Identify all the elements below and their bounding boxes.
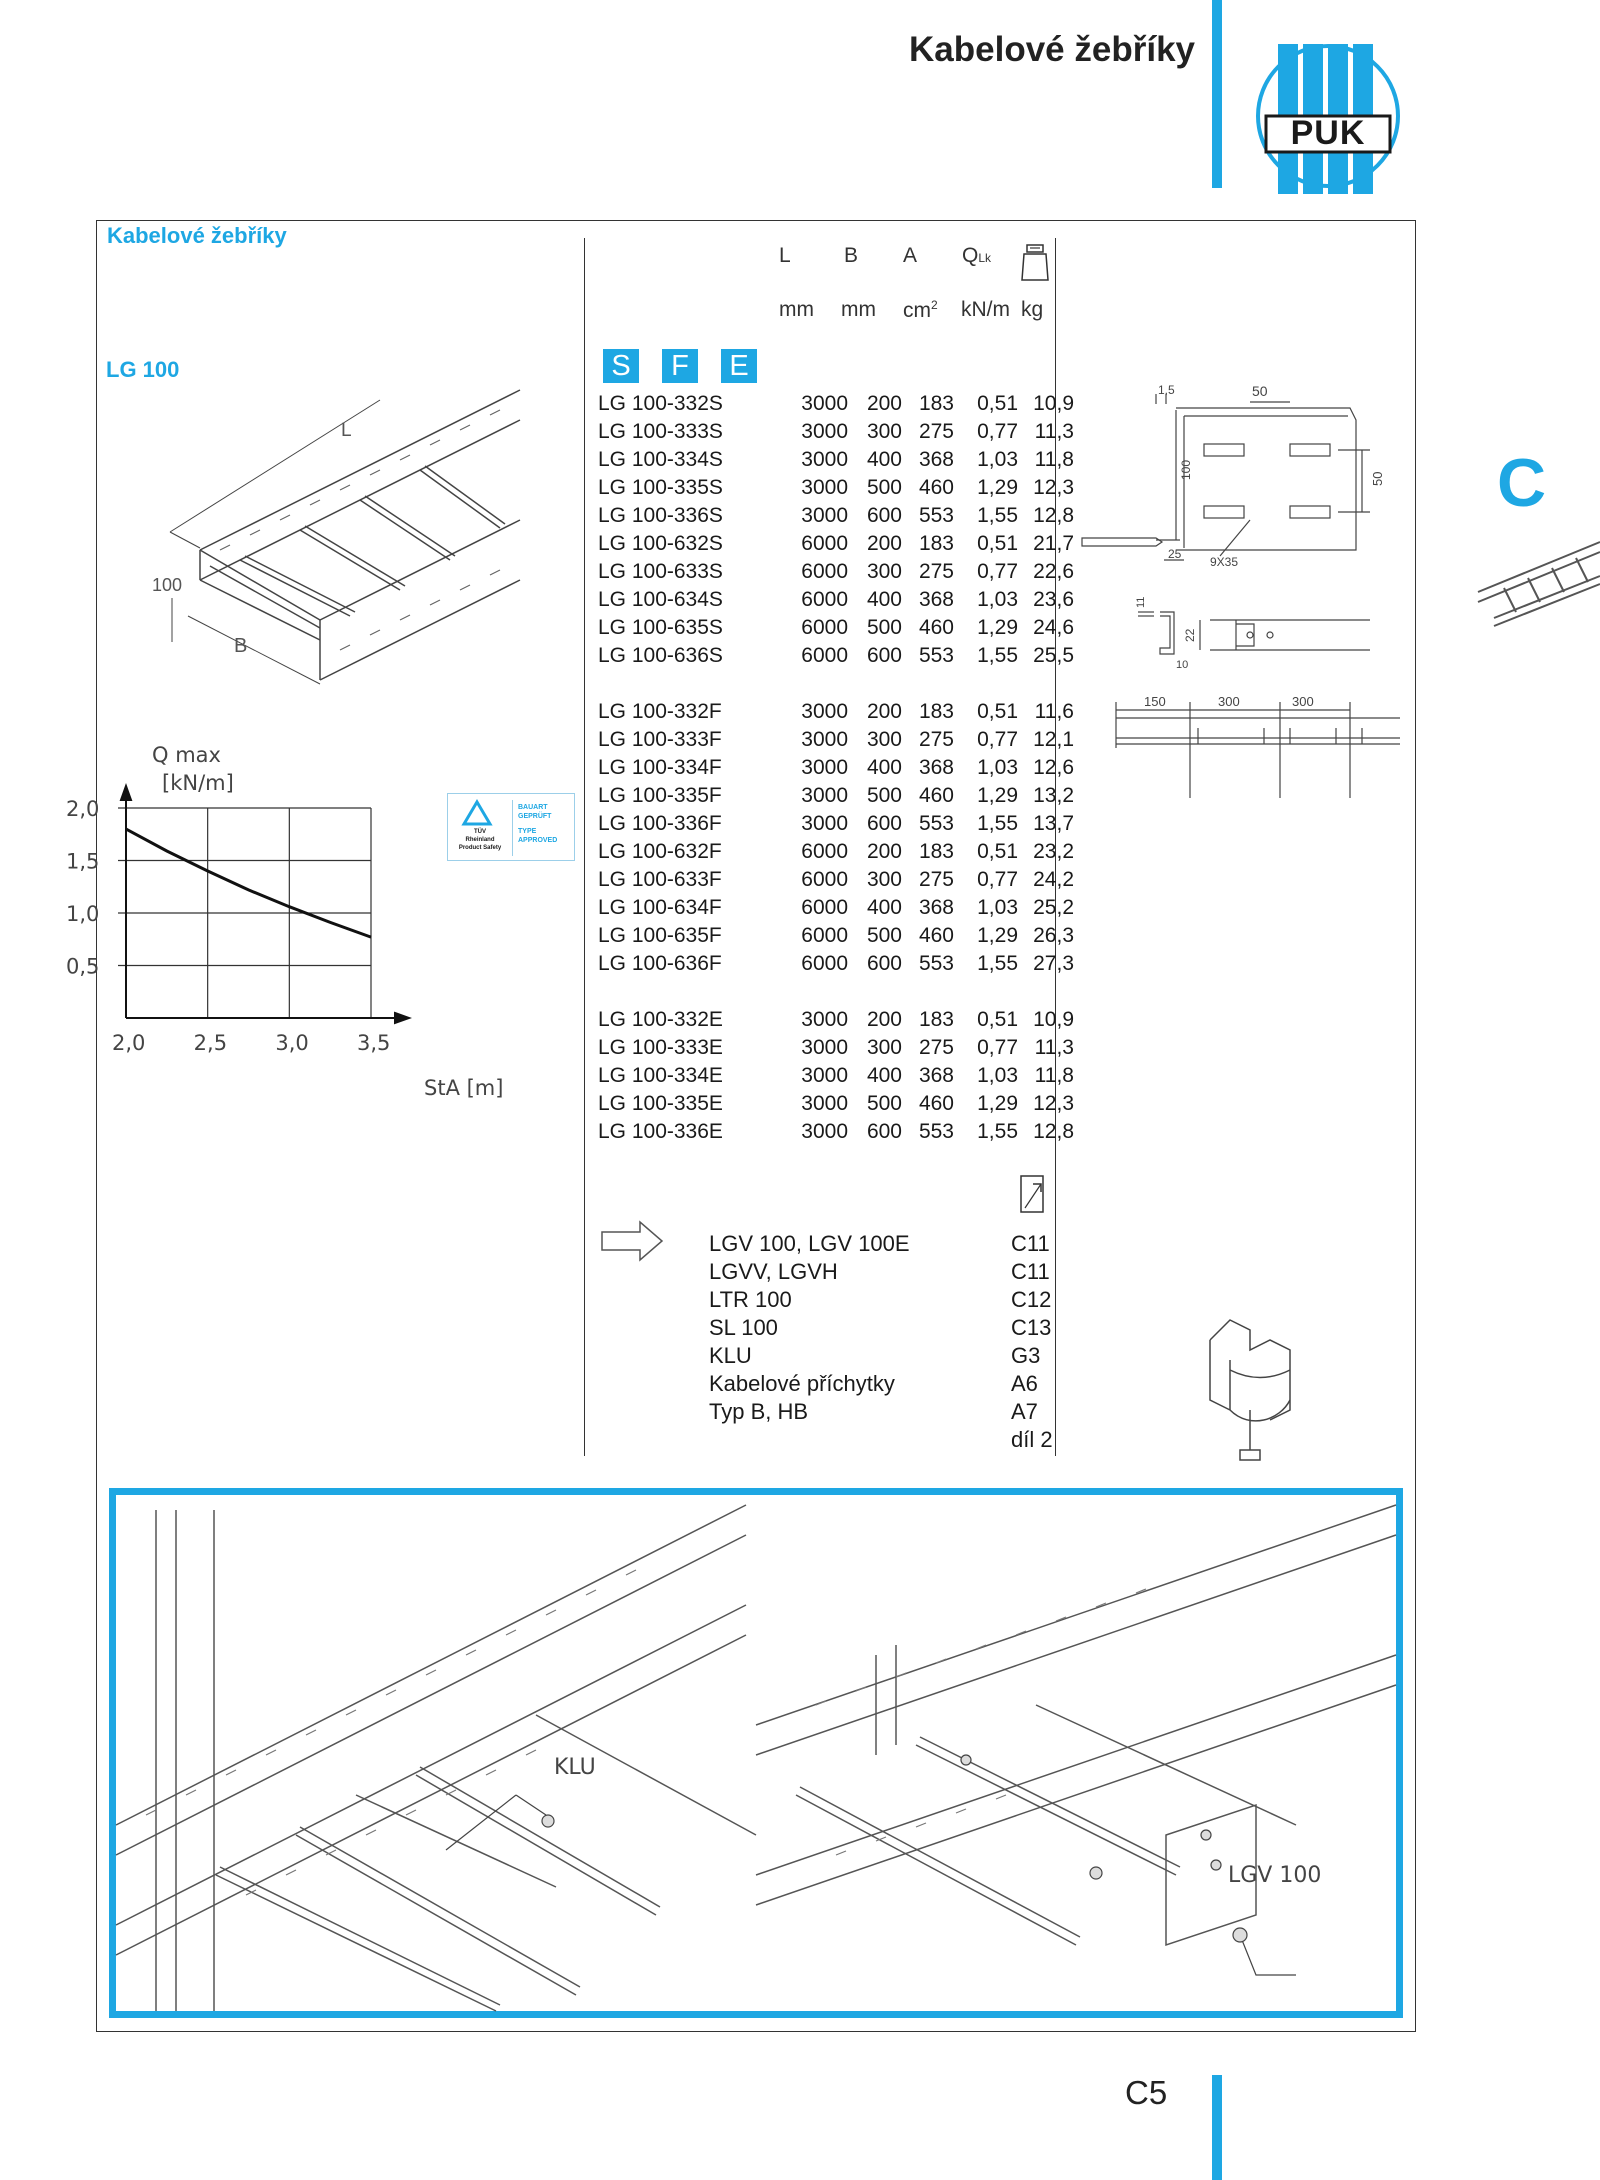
cell-length: 3000: [801, 1008, 848, 1031]
cell-load: 1,55: [977, 644, 1018, 667]
cell-area: 183: [918, 392, 954, 415]
chart-ytick-label: 1,0: [66, 902, 100, 926]
weight-icon: [1018, 242, 1052, 282]
cell-code: LG 100-634F: [598, 896, 722, 919]
dim-label-thickness: 1,5: [1158, 383, 1175, 397]
col-unit-area-exp: 2: [931, 298, 938, 312]
cell-code: LG 100-332E: [598, 1008, 723, 1031]
cell-width: 500: [866, 616, 902, 639]
cell-area: 183: [918, 840, 954, 863]
cell-length: 6000: [801, 924, 848, 947]
load-chart: [66, 730, 556, 1110]
cell-width: 300: [866, 868, 902, 891]
profile-dimension-drawing: [1080, 380, 1400, 570]
cell-load: 0,77: [977, 420, 1018, 443]
col-unit-area: [903, 298, 938, 323]
accessory-page: C11: [1011, 1259, 1050, 1284]
accessory-page: C12: [1011, 1287, 1052, 1312]
cell-weight: 12,8: [1033, 504, 1074, 527]
cell-area: 275: [918, 1036, 954, 1059]
table-row: [598, 1090, 1074, 1118]
table-group-gap: [598, 978, 1074, 1006]
cell-load: 1,55: [977, 812, 1018, 835]
cell-code: LG 100-635S: [598, 616, 723, 639]
rung-spacing-drawing: [1114, 688, 1400, 798]
cert-line-4: APPROVED: [518, 837, 558, 844]
finish-badge-e: E: [721, 349, 757, 383]
width-dim-label: B: [234, 635, 248, 657]
puk-logo-text: PUK: [1290, 114, 1366, 152]
cert-line-2: GEPRÜFT: [518, 813, 552, 820]
cell-width: 200: [866, 532, 902, 555]
section-title: Kabelové žebříky: [107, 223, 287, 248]
table-row: [598, 1034, 1074, 1062]
cell-width: 300: [866, 560, 902, 583]
cell-length: 6000: [801, 952, 848, 975]
cell-code: LG 100-334F: [598, 756, 722, 779]
cell-weight: 12,3: [1033, 1092, 1074, 1115]
table-row: [598, 810, 1074, 838]
cell-width: 500: [866, 924, 902, 947]
cell-length: 6000: [801, 896, 848, 919]
table-row: [598, 418, 1074, 446]
accessory-page: A7: [1011, 1399, 1038, 1424]
accessory-name: Kabelové příchytky: [709, 1371, 895, 1396]
footer-accent-bar: [1212, 2075, 1222, 2180]
chart-xtick-label: 2,5: [193, 1031, 228, 1055]
cell-width: 600: [866, 644, 902, 667]
chart-xlabel: StA [m]: [424, 1076, 504, 1100]
cell-area: 553: [918, 1120, 954, 1143]
cell-length: 3000: [801, 448, 848, 471]
cell-load: 1,29: [977, 616, 1018, 639]
cert-line-1: BAUART: [518, 804, 548, 811]
chart-ylabel-line2: [kN/m]: [162, 771, 234, 795]
cell-length: 6000: [801, 868, 848, 891]
dim-label-hole-spacing: 50: [1370, 471, 1385, 486]
cell-length: 6000: [801, 532, 848, 555]
cell-width: 300: [866, 728, 902, 751]
cell-width: 600: [866, 952, 902, 975]
cell-code: LG 100-632S: [598, 532, 723, 555]
cell-load: 1,29: [977, 924, 1018, 947]
accessory-extra-note: díl 2: [1011, 1427, 1053, 1452]
installation-illustration: [116, 1495, 1396, 2011]
table-row: [598, 782, 1074, 810]
cell-load: 0,51: [977, 840, 1018, 863]
cell-width: 400: [866, 1064, 902, 1087]
cell-weight: 10,9: [1033, 392, 1074, 415]
cell-area: 368: [918, 756, 954, 779]
cell-weight: 26,3: [1033, 924, 1074, 947]
accessory-item: [709, 1286, 1053, 1314]
cell-code: LG 100-332S: [598, 392, 723, 415]
cell-width: 400: [866, 588, 902, 611]
cell-load: 1,03: [977, 756, 1018, 779]
cell-length: 6000: [801, 560, 848, 583]
cell-area: 275: [918, 728, 954, 751]
chart-xtick-label: 3,5: [357, 1031, 391, 1055]
product-table: [598, 390, 1074, 1146]
col-head-load: [962, 244, 991, 268]
ladder-thumbnail-icon: [1476, 540, 1600, 630]
cell-width: 300: [866, 1036, 902, 1059]
cell-width: 500: [866, 784, 902, 807]
table-row: [598, 446, 1074, 474]
table-row: [598, 950, 1074, 978]
cell-load: 0,51: [977, 532, 1018, 555]
chart-xtick-label: 2,0: [112, 1031, 146, 1055]
accessory-name: SL 100: [709, 1315, 778, 1340]
accessory-name: LGVV, LGVH: [709, 1259, 838, 1284]
cell-length: 6000: [801, 840, 848, 863]
table-row: [598, 586, 1074, 614]
table-row: [598, 642, 1074, 670]
cell-weight: 10,9: [1033, 1008, 1074, 1031]
cell-length: 3000: [801, 1064, 848, 1087]
cell-code: LG 100-635F: [598, 924, 722, 947]
cell-area: 460: [918, 616, 954, 639]
cell-code: LG 100-332F: [598, 700, 722, 723]
rung-dim-label-3: 10: [1176, 659, 1189, 671]
finish-badge-s: S: [603, 349, 639, 383]
chart-y-arrow: [121, 786, 131, 800]
cell-load: 0,51: [977, 1008, 1018, 1031]
installation-illustration-frame: [109, 1488, 1403, 2018]
cell-length: 3000: [801, 784, 848, 807]
cell-area: 183: [918, 700, 954, 723]
accessory-page: G3: [1011, 1343, 1041, 1368]
cell-length: 3000: [801, 504, 848, 527]
table-row: [598, 1006, 1074, 1034]
cell-weight: 13,7: [1033, 812, 1074, 835]
col-unit-load: kN/m: [961, 298, 1010, 321]
cell-area: 183: [918, 1008, 954, 1031]
cell-code: LG 100-333F: [598, 728, 722, 751]
chart-series-line: [126, 829, 371, 937]
cell-weight: 21,7: [1033, 532, 1074, 555]
rung-dim-label-2: 22: [1183, 628, 1197, 642]
cell-weight: 11,3: [1034, 420, 1074, 443]
cell-width: 200: [866, 840, 902, 863]
cell-length: 6000: [801, 588, 848, 611]
cell-area: 368: [918, 1064, 954, 1087]
cell-load: 0,51: [977, 392, 1018, 415]
cell-length: 3000: [801, 812, 848, 835]
cell-length: 3000: [801, 700, 848, 723]
length-dim-label: L: [341, 420, 352, 441]
cell-width: 400: [866, 896, 902, 919]
cell-area: 368: [918, 896, 954, 919]
cell-code: LG 100-336F: [598, 812, 722, 835]
tuv-line-3: Product Safety: [458, 845, 502, 851]
dim-label-hole-width: 50: [1252, 383, 1268, 399]
cell-length: 6000: [801, 616, 848, 639]
cell-length: 3000: [801, 392, 848, 415]
chart-ytick-label: 2,0: [66, 797, 100, 821]
page-reference-icon: [1019, 1174, 1045, 1214]
cell-load: 1,55: [977, 952, 1018, 975]
cell-area: 460: [918, 784, 954, 807]
cell-weight: 12,3: [1033, 476, 1074, 499]
table-row: [598, 726, 1074, 754]
accessory-item: [709, 1314, 1053, 1342]
cell-code: LG 100-335E: [598, 1092, 723, 1115]
chart-ytick-label: 0,5: [66, 954, 100, 979]
cable-clamp-illustration: [1190, 1300, 1310, 1480]
table-row: [598, 558, 1074, 586]
cell-length: 3000: [801, 1036, 848, 1059]
cell-code: LG 100-336E: [598, 1120, 723, 1143]
col-head-load-sub: Lk: [978, 251, 992, 265]
spacing-label-1: 150: [1144, 694, 1166, 709]
cell-code: LG 100-634S: [598, 588, 723, 611]
cell-area: 553: [918, 504, 954, 527]
height-dim-label: 100: [152, 575, 183, 595]
cell-weight: 12,8: [1033, 1120, 1074, 1143]
tuv-triangle-icon: [462, 800, 492, 826]
cell-load: 1,03: [977, 448, 1018, 471]
table-row: [598, 474, 1074, 502]
cell-load: 0,51: [977, 700, 1018, 723]
cell-code: LG 100-335S: [598, 476, 723, 499]
cell-load: 1,29: [977, 476, 1018, 499]
arrow-right-icon: [600, 1219, 664, 1263]
dim-label-height: 100: [1179, 459, 1193, 480]
cell-width: 400: [866, 756, 902, 779]
cell-area: 553: [918, 952, 954, 975]
table-row: [598, 922, 1074, 950]
cell-code: LG 100-632F: [598, 840, 722, 863]
cell-weight: 12,1: [1033, 728, 1074, 751]
col-head-width: B: [844, 244, 859, 267]
cell-code: LG 100-636S: [598, 644, 723, 667]
cell-area: 460: [918, 476, 954, 499]
finish-badge-f: F: [662, 349, 698, 383]
cell-load: 1,55: [977, 504, 1018, 527]
col-unit-weight: kg: [1021, 298, 1044, 321]
cell-load: 0,77: [977, 1036, 1018, 1059]
cell-weight: 11,8: [1034, 1064, 1074, 1087]
cell-load: 0,77: [977, 560, 1018, 583]
cell-weight: 24,2: [1033, 868, 1074, 891]
col-unit-length: mm: [779, 298, 814, 321]
cell-area: 275: [918, 868, 954, 891]
cell-load: 1,55: [977, 1120, 1018, 1143]
accessory-list: [709, 1230, 1053, 1454]
cell-load: 0,77: [977, 728, 1018, 751]
accessory-name: Typ B, HB: [709, 1399, 809, 1424]
accessory-item: [709, 1398, 1053, 1426]
cell-area: 368: [918, 448, 954, 471]
cell-length: 3000: [801, 1120, 848, 1143]
cell-length: 3000: [801, 476, 848, 499]
table-row: [598, 614, 1074, 642]
cell-load: 0,77: [977, 868, 1018, 891]
col-head-area: A: [903, 244, 918, 267]
spacing-label-2: 300: [1218, 694, 1240, 709]
accessory-name: LTR 100: [709, 1287, 792, 1312]
cell-code: LG 100-333S: [598, 420, 723, 443]
cell-load: 1,03: [977, 896, 1018, 919]
cell-weight: 11,8: [1034, 448, 1074, 471]
col-unit-area-base: cm: [903, 299, 931, 322]
cell-weight: 24,6: [1033, 616, 1074, 639]
dim-label-offset: 25: [1168, 547, 1182, 561]
accessory-page: A6: [1011, 1371, 1038, 1396]
table-row: [598, 530, 1074, 558]
cell-load: 1,29: [977, 784, 1018, 807]
ladder-isometric-drawing: [140, 380, 540, 690]
cell-weight: 25,2: [1033, 896, 1074, 919]
table-row: [598, 390, 1074, 418]
cell-weight: 23,6: [1033, 588, 1074, 611]
accessory-item: [709, 1342, 1053, 1370]
cell-width: 600: [866, 812, 902, 835]
accessory-page: C13: [1011, 1315, 1052, 1340]
cell-width: 600: [866, 1120, 902, 1143]
cell-weight: 22,6: [1033, 560, 1074, 583]
cell-weight: 11,3: [1034, 1036, 1074, 1059]
cell-length: 3000: [801, 728, 848, 751]
cell-area: 275: [918, 560, 954, 583]
cell-weight: 12,6: [1033, 756, 1074, 779]
accessory-item: [709, 1370, 1053, 1398]
table-row: [598, 866, 1074, 894]
cell-width: 200: [866, 1008, 902, 1031]
cell-code: LG 100-633S: [598, 560, 723, 583]
cell-area: 460: [918, 924, 954, 947]
product-label: LG 100: [106, 357, 180, 382]
certification-badge: [447, 793, 575, 861]
cell-width: 200: [866, 392, 902, 415]
cell-code: LG 100-336S: [598, 504, 723, 527]
cell-width: 200: [866, 700, 902, 723]
cell-code: LG 100-334S: [598, 448, 723, 471]
col-head-load-q: Q: [962, 244, 979, 267]
rung-dimension-drawing: [1130, 598, 1390, 678]
cell-width: 400: [866, 448, 902, 471]
table-row: [598, 838, 1074, 866]
cell-load: 1,29: [977, 1092, 1018, 1115]
cell-length: 6000: [801, 644, 848, 667]
cell-area: 553: [918, 812, 954, 835]
cell-length: 3000: [801, 1092, 848, 1115]
table-row: [598, 894, 1074, 922]
accessory-item: [709, 1230, 1053, 1258]
table-row: [598, 502, 1074, 530]
page-header-title: Kabelové žebříky: [909, 30, 1195, 69]
column-divider-left: [584, 238, 585, 1456]
cell-length: 3000: [801, 420, 848, 443]
cell-width: 500: [866, 1092, 902, 1115]
accessory-name: LGV 100, LGV 100E: [709, 1231, 910, 1256]
cell-load: 1,03: [977, 1064, 1018, 1087]
chart-xtick-label: 3,0: [275, 1031, 309, 1055]
col-head-length: L: [779, 244, 791, 267]
col-unit-width: mm: [841, 298, 876, 321]
chart-x-arrow: [395, 1013, 409, 1023]
callout-lgv-100: LGV 100: [1228, 1863, 1322, 1888]
accessory-page: C11: [1011, 1231, 1050, 1256]
cell-width: 300: [866, 420, 902, 443]
chart-ytick-label: 1,5: [66, 849, 100, 874]
cell-area: 553: [918, 644, 954, 667]
cell-weight: 25,5: [1033, 644, 1074, 667]
chart-ylabel-line1: Q max: [152, 743, 221, 767]
cert-line-3: TYPE: [518, 828, 537, 835]
page-number: C5: [1125, 2074, 1168, 2111]
cell-weight: 27,3: [1033, 952, 1074, 975]
table-row: [598, 698, 1074, 726]
section-tab-letter: C: [1497, 445, 1547, 521]
tuv-line-1: TÜV: [474, 829, 486, 835]
tuv-line-2: Rheinland: [465, 837, 495, 843]
table-row: [598, 1118, 1074, 1146]
spacing-label-3: 300: [1292, 694, 1314, 709]
cell-weight: 11,6: [1034, 700, 1074, 723]
cell-load: 1,03: [977, 588, 1018, 611]
cell-area: 460: [918, 1092, 954, 1115]
rung-dim-label-1: 11: [1135, 596, 1147, 608]
cell-weight: 13,2: [1033, 784, 1074, 807]
table-row: [598, 1062, 1074, 1090]
cell-code: LG 100-636F: [598, 952, 722, 975]
cell-width: 500: [866, 476, 902, 499]
cell-code: LG 100-633F: [598, 868, 722, 891]
cell-code: LG 100-333E: [598, 1036, 723, 1059]
dim-label-slot-size: 9X35: [1210, 555, 1239, 569]
cell-area: 275: [918, 420, 954, 443]
cell-width: 600: [866, 504, 902, 527]
cell-length: 3000: [801, 756, 848, 779]
accessory-name: KLU: [709, 1343, 752, 1368]
cell-area: 183: [918, 532, 954, 555]
table-row: [598, 754, 1074, 782]
cell-code: LG 100-334E: [598, 1064, 723, 1087]
cell-weight: 23,2: [1033, 840, 1074, 863]
callout-klu: KLU: [554, 1755, 596, 1780]
header-accent-bar: [1212, 0, 1222, 188]
cell-area: 368: [918, 588, 954, 611]
table-group-gap: [598, 670, 1074, 698]
cell-code: LG 100-335F: [598, 784, 722, 807]
accessory-item: [709, 1258, 1053, 1286]
